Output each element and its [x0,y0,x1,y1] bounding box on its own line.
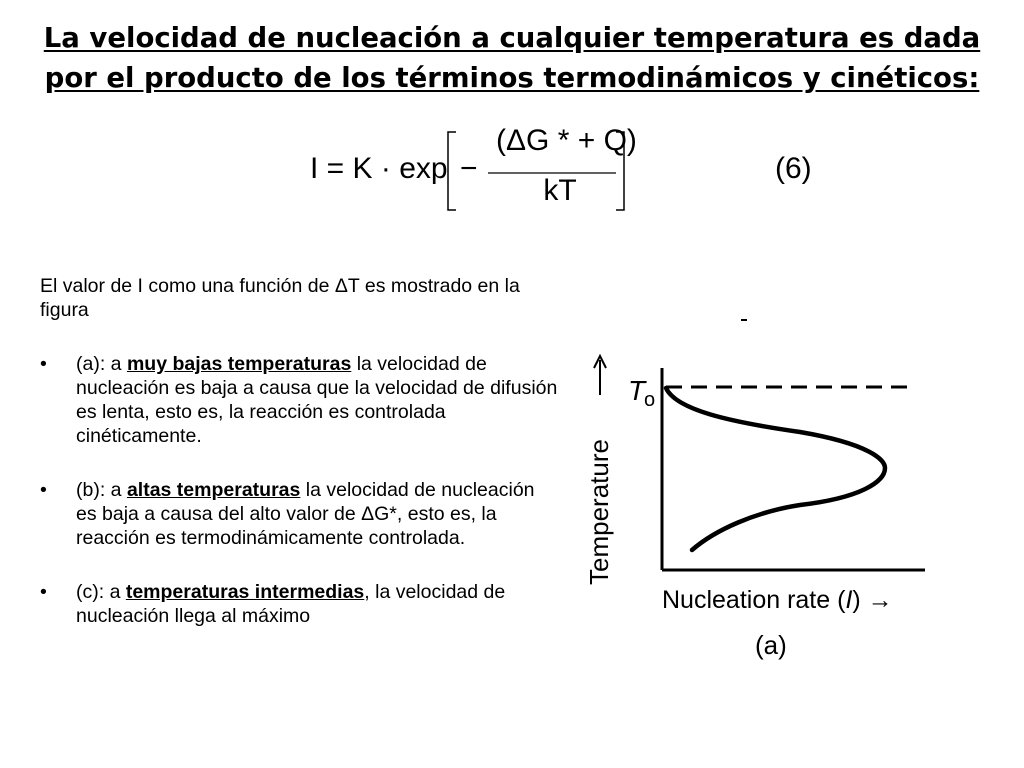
nucleation-rate-figure [580,300,960,674]
x-axis-label [662,586,893,614]
nucleation-rate-diagram [580,300,960,670]
equation-lhs: I = K · exp [310,152,448,185]
equation-number: (6) [775,152,812,185]
explanation-text [40,274,560,658]
bullet-highlight: temperaturas intermedias [125,581,365,603]
bullet-item-c [40,580,560,628]
x-axis-label-end: ) → [852,586,893,614]
equation-denominator: kT [543,174,577,207]
bullet-text: la velocidad de nucleación es baja a causa que la velocidad de difusión es lenta, esto es, la reacción es controlada cinéticamente. [76,353,558,447]
slide-title [40,18,984,98]
t0-subscript: o [644,389,656,411]
nucleation-rate-equation [310,122,830,222]
equation-minus: − [460,152,478,185]
bullet-item-b [40,478,560,550]
bullet-marker: • [40,479,47,501]
intro-paragraph: El valor de I como una función de ΔT es mostrado en la figura [40,275,520,321]
t0-label: T [628,375,646,406]
bullet-item-a [40,352,560,448]
bullet-marker: • [40,353,47,375]
x-axis-label-var: I [845,586,853,614]
bullet-text: , la velocidad de nucleación llega al máximo [76,581,506,627]
title-line-1: La velocidad de nucleación a cualquier temperatura es dada [43,22,981,54]
bullet-highlight: altas temperaturas [126,479,301,501]
bullet-text: la velocidad de nucleación es baja a causa del alto valor de ΔG*, esto es, la reacción es termodinámicamente controlada. [76,479,535,549]
equation-numerator: (ΔG * + Q) [496,124,637,157]
figure-caption: (a) [755,630,787,660]
bullet-prefix: (a): a [76,353,127,375]
bullet-highlight: muy bajas temperaturas [126,353,352,375]
y-axis-label: Temperature [584,439,614,585]
bullet-prefix: (b): a [76,479,127,501]
bullet-marker: • [40,581,47,603]
x-axis-label-text: Nucleation rate ( [662,586,846,614]
nucleation-rate-curve [666,388,885,550]
bullet-prefix: (c): a [76,581,126,603]
title-line-2: por el producto de los términos termodinámicos y cinéticos: [44,62,980,94]
